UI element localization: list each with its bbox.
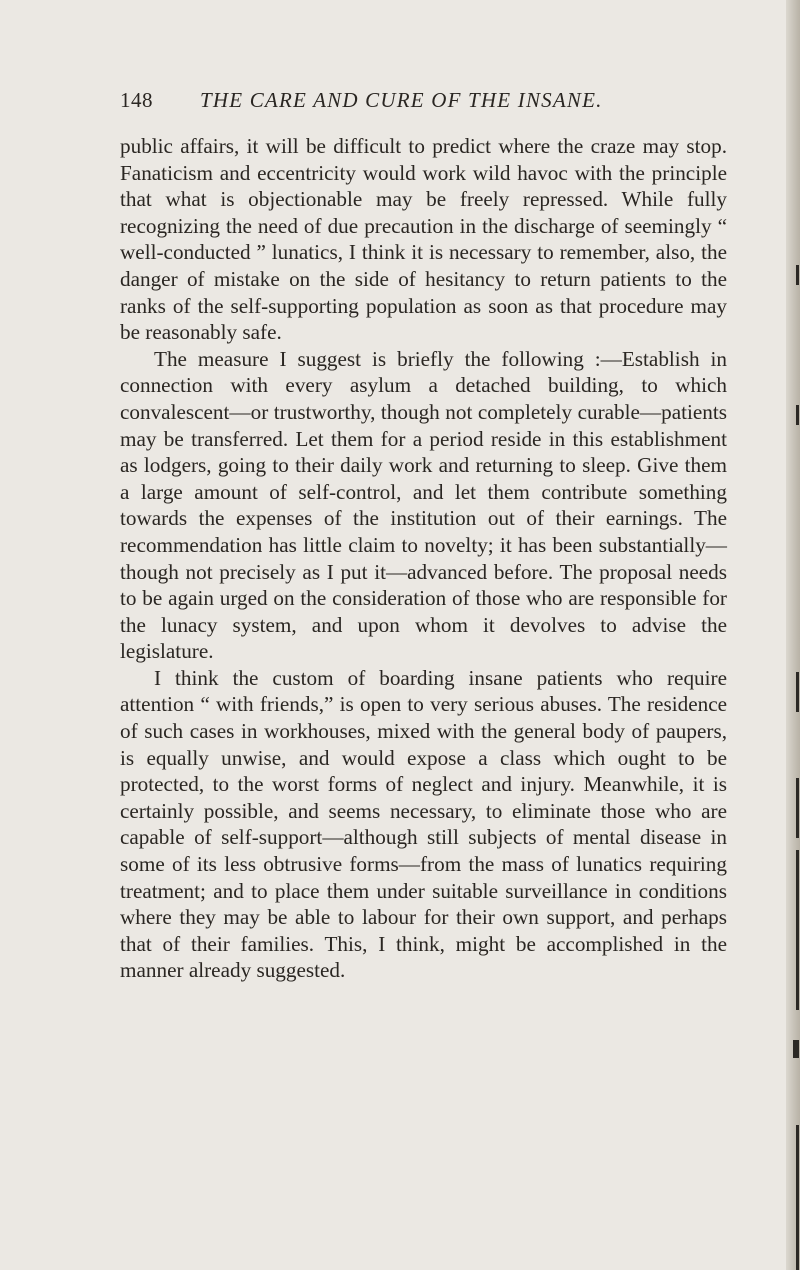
paragraph-1: public affairs, it will be difficult to predict where the craze may stop. Fanaticism and eccentricity would work wild havoc with the principle that what is objectionable may be freely repressed. While fully recognizing the need of due precaution in the discharge of seemingly “ well-conducted ” lunatics, I think it is necessary to remember, also, the danger of mistake on the side of hesitancy to return patients to the ranks of the self-supporting population as soon as that procedure may be reasonably safe. [120,134,727,345]
paragraph-2: The measure I suggest is briefly the following :—Establish in connection with every asylum a detached building, to which convalescent—or trustworthy, though not completely curable—patients may be transferred. Let them for a period reside in this establishment as lodgers, going to their daily work and returning to sleep. Give them a large amount of self-control, and let them contribute something towards the expenses of the institution out of their earnings. The recommendation has little claim to novelty; it has been substantially—though not precisely as I put it—advanced before. The proposal needs to be again urged on the consideration of those who are responsible for the lunacy system, and upon whom it devolves to advise the legislature. [120,346,727,664]
edge-mark [796,778,799,838]
edge-mark [796,405,799,425]
edge-mark [796,672,799,712]
edge-mark [796,265,799,285]
edge-mark [796,850,799,1010]
running-head-title: THE CARE AND CURE OF THE INSANE. [200,88,603,112]
paragraph-3: I think the custom of boarding insane patients who require attention “ with friends,” is open to very serious abuses. The residence of such cases in workhouses, mixed with the general body of paupers, is equally unwise, and would expose a class which ought to be protected, to the worst forms of neglect and injury. Meanwhile, it is certainly possible, and seems necessary, to eliminate those who are capable of self-support—although still subjects of mental disease in some of its less obtrusive forms—from the mass of lunatics requiring treatment; and to place them under suitable surveillance in conditions where they may be able to labour for their own support, and perhaps that of their families. This, I think, might be accomplished in the manner already suggested. [120,665,727,983]
page-number: 148 [120,88,153,112]
page-edge [786,0,800,1270]
body-text [120,133,727,984]
running-head [120,88,668,118]
edge-mark [796,1125,799,1270]
edge-mark [793,1040,799,1058]
